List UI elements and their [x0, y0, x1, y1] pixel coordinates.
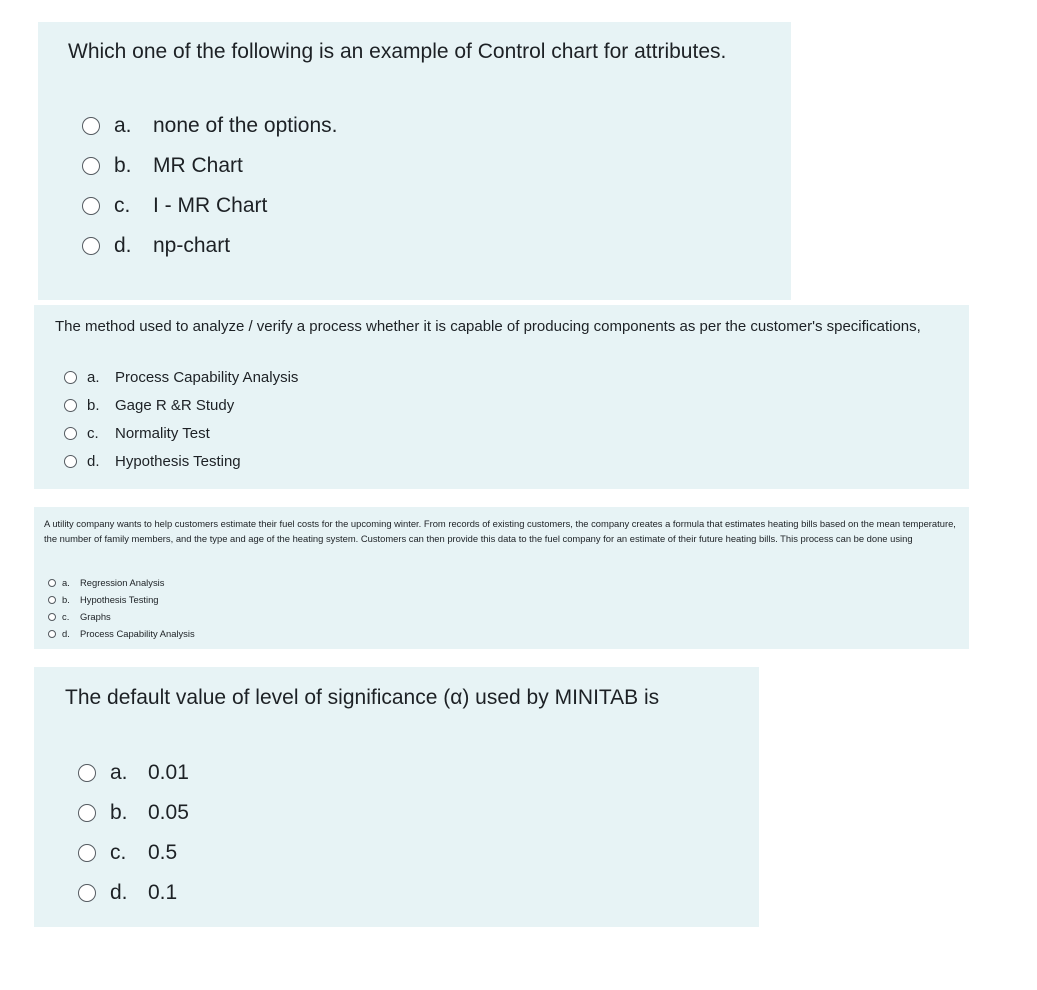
- option-letter: d.: [110, 881, 128, 904]
- option-label: np-chart: [153, 234, 231, 257]
- radio-button-icon[interactable]: [82, 157, 100, 175]
- option-letter: b.: [87, 397, 100, 414]
- option-a[interactable]: [78, 761, 189, 785]
- option-b[interactable]: [78, 801, 189, 825]
- option-label: Hypothesis Testing: [115, 453, 241, 470]
- radio-button-icon[interactable]: [82, 117, 100, 135]
- option-label: Hypothesis Testing: [80, 594, 159, 605]
- option-letter: b.: [62, 594, 70, 605]
- option-a[interactable]: [48, 577, 164, 588]
- radio-button-icon[interactable]: [64, 371, 77, 384]
- option-letter: c.: [114, 194, 131, 217]
- option-label: Regression Analysis: [80, 577, 165, 588]
- option-d[interactable]: [48, 628, 195, 639]
- option-label: 0.05: [148, 801, 189, 824]
- option-letter: b.: [114, 154, 132, 177]
- option-c[interactable]: [48, 611, 111, 622]
- option-letter: a.: [87, 369, 100, 386]
- option-letter: d.: [62, 628, 70, 639]
- radio-button-icon[interactable]: [64, 455, 77, 468]
- option-label: MR Chart: [153, 154, 243, 177]
- option-d[interactable]: [82, 234, 230, 258]
- radio-button-icon[interactable]: [48, 630, 56, 638]
- option-label: Gage R &R Study: [115, 397, 235, 414]
- option-b[interactable]: [48, 594, 159, 605]
- option-label: 0.01: [148, 761, 189, 784]
- radio-button-icon[interactable]: [48, 579, 56, 587]
- option-c[interactable]: [82, 194, 267, 218]
- option-label: Graphs: [80, 611, 111, 622]
- option-label: none of the options.: [153, 114, 338, 137]
- option-label: 0.5: [148, 841, 178, 864]
- radio-button-icon[interactable]: [78, 804, 96, 822]
- option-label: Process Capability Analysis: [115, 369, 299, 386]
- question-card-4: [34, 667, 759, 927]
- option-a[interactable]: [64, 369, 298, 386]
- radio-button-icon[interactable]: [48, 596, 56, 604]
- question-text: The method used to analyze / verify a process whether it is capable of producing components as per the customer's specifications,: [55, 318, 921, 335]
- option-c[interactable]: [64, 425, 210, 442]
- option-d[interactable]: [64, 453, 241, 470]
- question-card-2: [34, 305, 969, 489]
- option-letter: c.: [62, 611, 70, 622]
- option-letter: a.: [114, 114, 132, 137]
- option-letter: d.: [87, 453, 100, 470]
- question-text: A utility company wants to help customers estimate their fuel costs for the upcoming winter. From records of existing customers, the company creates a formula that estimates heating bills based on the mean temperature, the number of family members, and the type and age of the heating system. Customers can then provide this data to the fuel company for an estimate of their future heating bills. This process can be done using: [44, 518, 956, 544]
- question-card-1: [38, 22, 791, 300]
- option-label: 0.1: [148, 881, 178, 904]
- question-text: The default value of level of significance (α) used by MINITAB is: [65, 686, 660, 709]
- radio-button-icon[interactable]: [82, 197, 100, 215]
- option-letter: a.: [62, 577, 70, 588]
- option-letter: c.: [87, 425, 99, 442]
- question-text: Which one of the following is an example of Control chart for attributes.: [68, 40, 727, 63]
- option-a[interactable]: [82, 114, 337, 138]
- option-b[interactable]: [82, 154, 243, 178]
- option-b[interactable]: [64, 397, 234, 414]
- question-card-3: [34, 507, 969, 649]
- option-label: I - MR Chart: [153, 194, 268, 217]
- radio-button-icon[interactable]: [82, 237, 100, 255]
- option-letter: b.: [110, 801, 128, 824]
- option-label: Normality Test: [115, 425, 210, 442]
- option-letter: d.: [114, 234, 132, 257]
- option-letter: c.: [110, 841, 127, 864]
- option-c[interactable]: [78, 841, 177, 865]
- radio-button-icon[interactable]: [48, 613, 56, 621]
- radio-button-icon[interactable]: [78, 764, 96, 782]
- radio-button-icon[interactable]: [78, 844, 96, 862]
- option-label: Process Capability Analysis: [80, 628, 195, 639]
- radio-button-icon[interactable]: [64, 399, 77, 412]
- radio-button-icon[interactable]: [64, 427, 77, 440]
- radio-button-icon[interactable]: [78, 884, 96, 902]
- option-d[interactable]: [78, 881, 177, 905]
- option-letter: a.: [110, 761, 128, 784]
